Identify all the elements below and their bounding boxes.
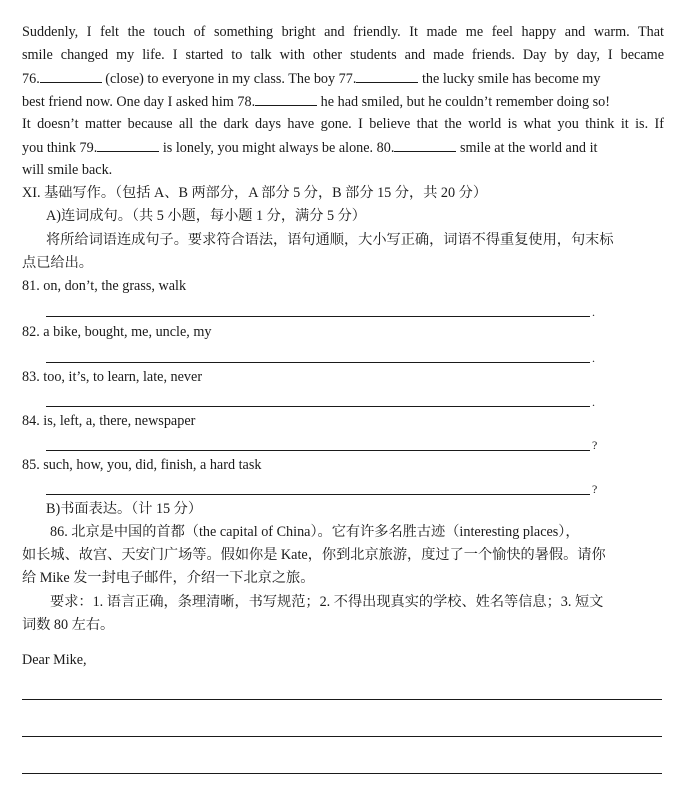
passage-line-4 [22,91,610,112]
requirement-line-2: 词数 80 左右。 [22,617,115,633]
question-81: 81. on, don’t, the grass, walk [22,278,187,294]
requirement-line-1: 要求：1. 语言正确，条理清晰，书写规范；2. 不得出现真实的学校、姓名等信息；3. 短文 [50,594,604,610]
end-punct-84: ? [592,438,598,452]
passage-line-4-end: he had smiled, but he couldn’t remember doing so! [317,94,611,110]
blank-80[interactable] [394,137,456,152]
writing-line-1[interactable] [22,699,662,700]
part-b-heading: B)书面表达。（计 15 分） [46,501,203,517]
end-punct-81: . [592,305,595,319]
question-84: 84. is, left, a, there, newspaper [22,413,196,429]
task-line-1: 86. 北京是中国的首都（the capital of China）。它有许多名胜古迹（interesting places）， [50,524,580,540]
passage-line-3-mid: (close) to everyone in my class. The boy 77. [101,71,357,87]
end-punct-82: . [592,351,595,365]
writing-line-2[interactable] [22,736,662,737]
passage-line-3 [22,68,600,89]
passage-line-6-end: smile at the world and it [456,140,598,156]
question-83: 83. too, it’s, to learn, late, never [22,369,203,385]
passage-line-3-end: the lucky smile has become my [418,71,601,87]
section-xi-title: XI. 基础写作。（包括 A、B 两部分，A 部分 5 分，B 部分 15 分，共 20 分） [22,185,488,201]
task-line-2: 如长城、故宫、天安门广场等。假如你是 Kate，你到北京旅游，度过了一个愉快的暑假。请你 [22,547,606,563]
blank-76[interactable] [40,68,102,83]
passage-line-1: Suddenly, I felt the touch of something bright and friendly. It made me feel happy and warm. That [22,24,664,40]
blank-76-label: 76. [22,71,40,87]
passage-line-6 [22,137,597,158]
passage-line-5: It doesn’t matter because all the dark days have gone. I believe that the world is what you think it is. If [22,116,664,132]
question-85: 85. such, how, you, did, finish, a hard task [22,457,262,473]
passage-line-6-start: you think 79. [22,140,98,156]
letter-greeting: Dear Mike, [22,652,87,668]
task-line-3: 给 Mike 发一封电子邮件，介绍一下北京之旅。 [22,570,315,586]
part-a-heading: A)连词成句。（共 5 小题，每小题 1 分，满分 5 分） [46,208,366,224]
end-punct-85: ? [592,482,598,496]
answer-line-85[interactable] [46,494,590,495]
answer-line-82[interactable] [46,362,590,363]
passage-line-2: smile changed my life. I started to talk with other students and made friends. Day by day, I became [22,47,664,63]
instruction-line-1: 将所给词语连成句子。要求符合语法，语句通顺，大小写正确，词语不得重复使用，句末标 [46,232,614,248]
writing-line-3[interactable] [22,773,662,774]
answer-line-84[interactable] [46,450,590,451]
passage-line-4-start: best friend now. One day I asked him 78. [22,94,256,110]
end-punct-83: . [592,395,595,409]
answer-line-81[interactable] [46,316,590,317]
passage-line-7: will smile back. [22,162,113,178]
blank-79[interactable] [97,137,159,152]
blank-77[interactable] [356,68,418,83]
passage-line-6-mid: is lonely, you might always be alone. 80. [159,140,395,156]
question-82: 82. a bike, bought, me, uncle, my [22,324,212,340]
instruction-line-2: 点已给出。 [22,255,93,271]
blank-78[interactable] [255,91,317,106]
answer-line-83[interactable] [46,406,590,407]
